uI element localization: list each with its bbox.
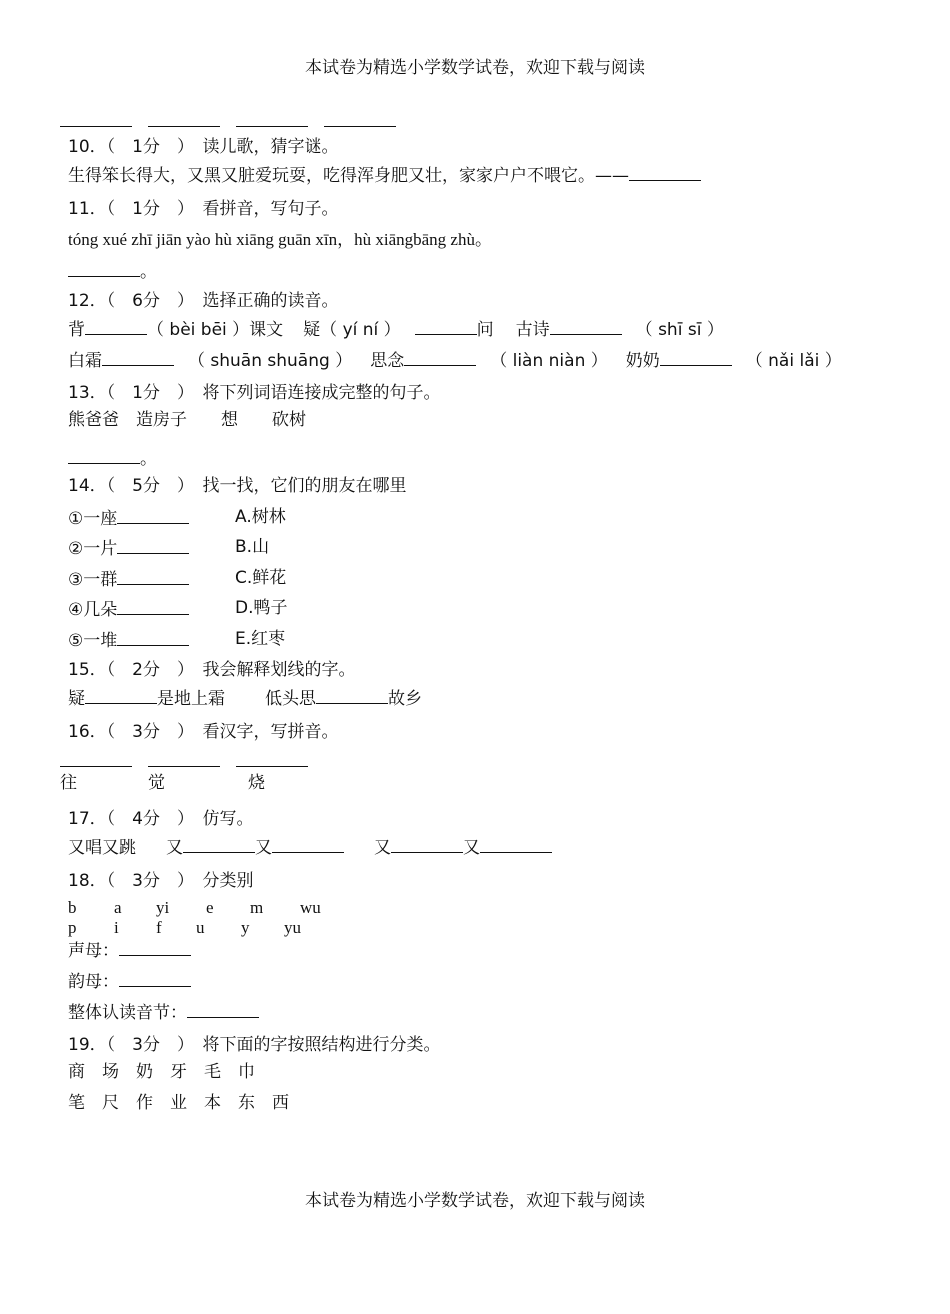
question-16-char-1: 往 [60,773,77,793]
question-14-left-2: ②一片 [68,539,189,558]
question-18-finals: 韵母： [68,972,191,991]
question-16-char-3: 烧 [248,773,265,793]
question-13-answer: 。 [68,449,157,468]
answer-blank [324,126,396,127]
question-13-title: 13．（ 1分 ） 将下列词语连接成完整的句子。 [68,383,441,403]
question-17-body: 又唱又跳 又 又 又 又 [68,838,552,857]
question-14-right-3: C.鲜花 [235,568,287,588]
answer-blank [148,766,220,767]
answer-blank [148,126,220,127]
question-15-title: 15．（ 2分 ） 我会解释划线的字。 [68,660,356,680]
answer-blank [60,766,132,767]
question-16-char-2: 觉 [148,773,165,793]
question-18-initials: 声母： [68,941,191,960]
question-12-row-1: 背 （ bèi bēi ）课文 疑（ yí ní ） 问 古诗 （ shī sī ） [68,320,724,340]
page-header: 本试卷为精选小学数学试卷，欢迎下载与阅读 [305,58,645,78]
question-14-left-1: ①一座 [68,509,189,528]
question-15-body: 疑 是地上霜 低头思 故乡 [68,689,422,709]
answer-blank [236,766,308,767]
question-19-row-1: 商 场 奶 牙 毛 巾 [68,1062,255,1082]
question-14-left-5: ⑤一堆 [68,631,189,650]
question-19-row-2: 笔 尺 作 业 本 东 西 [68,1093,289,1113]
question-14-title: 14．（ 5分 ） 找一找，它们的朋友在哪里 [68,476,407,496]
question-14-right-4: D.鸭子 [235,598,288,618]
question-11-pinyin: tóng xué zhī jiān yào hù xiāng guān xīn，hù xiāngbāng zhù。 [68,230,492,249]
question-10-title: 10．（ 1分 ） 读儿歌，猜字谜。 [68,137,339,157]
question-18-whole-syllables: 整体认读音节： [68,1003,259,1022]
question-16-title: 16．（ 3分 ） 看汉字，写拼音。 [68,722,339,742]
question-12-row-2: 白霜 （ shuān shuāng ） 思念 （ liàn niàn ） 奶奶 （ nǎi lǎi ） [68,351,842,371]
question-14-left-4: ④几朵 [68,600,189,619]
question-11-answer: 。 [68,262,157,281]
question-14-right-1: A.树林 [235,507,286,527]
question-17-title: 17．（ 4分 ） 仿写。 [68,809,254,829]
answer-blank [60,126,132,127]
question-18-title: 18．（ 3分 ） 分类别 [68,871,254,891]
question-14-left-3: ③一群 [68,570,189,589]
question-19-title: 19．（ 3分 ） 将下面的字按照结构进行分类。 [68,1035,441,1055]
answer-blank [236,126,308,127]
question-14-right-5: E.红枣 [235,629,286,649]
page-footer: 本试卷为精选小学数学试卷，欢迎下载与阅读 [305,1191,645,1211]
answer-blank [68,449,140,464]
question-11-title: 11．（ 1分 ） 看拼音，写句子。 [68,199,339,219]
question-12-title: 12．（ 6分 ） 选择正确的读音。 [68,291,339,311]
answer-blank [629,166,701,181]
question-13-words: 熊爸爸 造房子 想 砍树 [68,410,306,430]
question-10-body: 生得笨长得大，又黑又脏爱玩耍，吃得浑身肥又壮，家家户户不喂它。—— [68,166,701,185]
answer-blank [68,262,140,277]
question-14-right-2: B.山 [235,537,270,557]
